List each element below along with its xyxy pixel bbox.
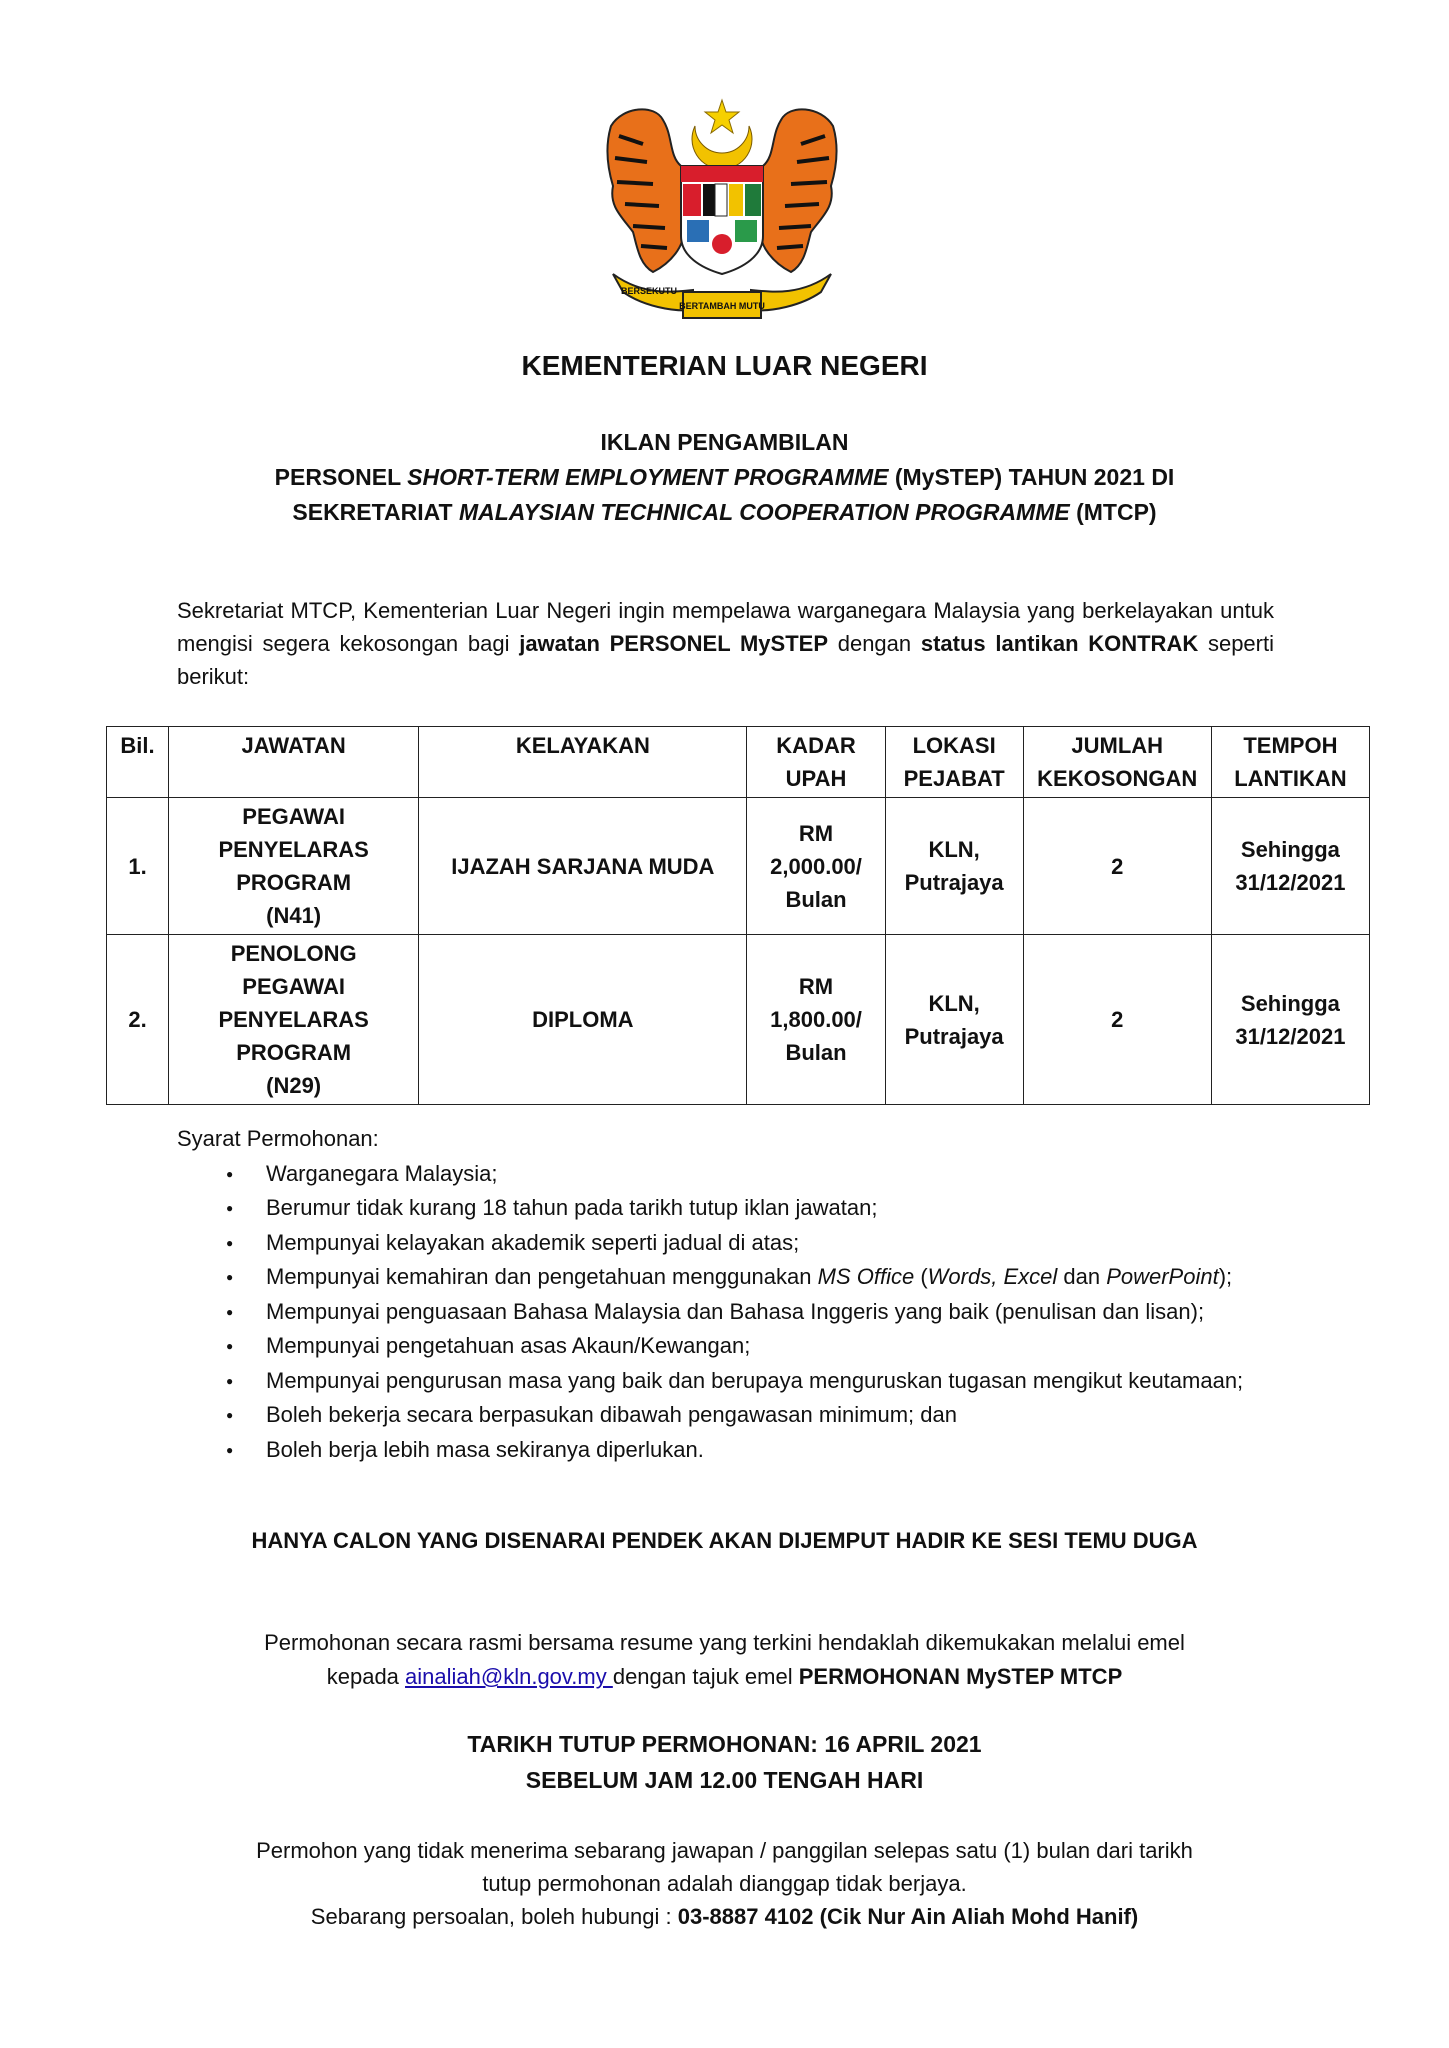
- col-header-lokasi: LOKASI PEJABAT: [885, 727, 1023, 798]
- col-header-bil: Bil.: [107, 727, 169, 798]
- ad-title: IKLAN PENGAMBILAN: [600, 429, 849, 455]
- ad-subtitle-line2: PERSONEL SHORT-TERM EMPLOYMENT PROGRAMME (MySTEP) TAHUN 2021 DI: [274, 464, 1175, 490]
- application-instructions: Permohonan secara rasmi bersama resume yang terkini hendaklah dikemukakan melalui emel kepada ainaliah@kln.gov.my dengan tajuk emel PERMOHONAN MySTEP MTCP: [264, 1630, 1185, 1689]
- cell-jumlah: 2: [1023, 798, 1211, 935]
- email-link[interactable]: ainaliah@kln.gov.my: [405, 1664, 613, 1689]
- table-header-row: [107, 727, 1370, 798]
- cell-kelayakan: DIPLOMA: [419, 935, 747, 1105]
- cell-lokasi: KLN, Putrajaya: [885, 798, 1023, 935]
- cell-tempoh: Sehingga 31/12/2021: [1211, 798, 1369, 935]
- cell-tempoh: Sehingga 31/12/2021: [1211, 935, 1369, 1105]
- shortlist-notice: HANYA CALON YANG DISENARAI PENDEK AKAN DIJEMPUT HADIR KE SESI TEMU DUGA: [251, 1528, 1198, 1553]
- list-item: ● Mempunyai kelayakan akademik seperti jadual di atas;: [266, 1226, 1377, 1261]
- col-header-jumlah: JUMLAH KEKOSONGAN: [1023, 727, 1211, 798]
- footer-note: Permohon yang tidak menerima sebarang jawapan / panggilan selepas satu (1) bulan dari tarikh tutup permohonan adalah dianggap tidak berjaya. Sebarang persoalan, boleh hubungi : 03-8887 4102 (Cik Nur Ain Aliah Mohd Hanif): [256, 1838, 1193, 1929]
- ad-heading: [0, 425, 1449, 530]
- ministry-title: KEMENTERIAN LUAR NEGERI: [521, 350, 928, 381]
- cell-bil: 2.: [107, 935, 169, 1105]
- closing-date: TARIKH TUTUP PERMOHONAN: 16 APRIL 2021 SEBELUM JAM 12.00 TENGAH HARI: [467, 1731, 982, 1793]
- col-header-tempoh: TEMPOH LANTIKAN: [1211, 727, 1369, 798]
- col-header-jawatan: JAWATAN: [169, 727, 419, 798]
- requirements-list: [177, 1157, 1377, 1468]
- list-item: ● Berumur tidak kurang 18 tahun pada tarikh tutup iklan jawatan;: [266, 1191, 1377, 1226]
- email-subject: PERMOHONAN MySTEP MTCP: [798, 1664, 1123, 1689]
- vacancy-table: [106, 726, 1370, 1105]
- col-header-kadar-upah: KADAR UPAH: [747, 727, 885, 798]
- list-item: ● Boleh berja lebih masa sekiranya diperlukan.: [266, 1433, 1377, 1468]
- cell-jumlah: 2: [1023, 935, 1211, 1105]
- ad-subtitle-line3: SEKRETARIAT MALAYSIAN TECHNICAL COOPERATION PROGRAMME (MTCP): [292, 499, 1157, 525]
- intro-paragraph: Sekretariat MTCP, Kementerian Luar Negeri ingin mempelawa warganegara Malaysia yang berkelayakan untuk mengisi segera kekosongan bagi jawatan PERSONEL MySTEP dengan status lantikan KONTRAK seperti berikut:: [177, 598, 1274, 689]
- table-row: [107, 798, 1370, 935]
- list-item: ● Mempunyai kemahiran dan pengetahuan menggunakan MS Office (Words, Excel dan PowerPoint);: [266, 1260, 1377, 1295]
- requirements-heading: Syarat Permohonan:: [177, 1126, 379, 1151]
- list-item: ● Mempunyai pengetahuan asas Akaun/Kewangan;: [266, 1329, 1377, 1364]
- crest-motto-left: BERSEKUTU: [620, 286, 678, 296]
- cell-bil: 1.: [107, 798, 169, 935]
- requirements-section: [177, 1122, 1377, 1467]
- cell-lokasi: KLN, Putrajaya: [885, 935, 1023, 1105]
- list-item: ● Boleh bekerja secara berpasukan dibawah pengawasan minimum; dan: [266, 1398, 1377, 1433]
- cell-kadar-upah: RM 1,800.00/ Bulan: [747, 935, 885, 1105]
- contact-info: 03-8887 4102 (Cik Nur Ain Aliah Mohd Hanif): [677, 1904, 1139, 1929]
- list-item: ● Warganegara Malaysia;: [266, 1157, 1377, 1192]
- list-item: ● Mempunyai pengurusan masa yang baik dan berupaya menguruskan tugasan mengikut keutamaan;: [266, 1364, 1377, 1399]
- col-header-kelayakan: KELAYAKAN: [419, 727, 747, 798]
- cell-jawatan: PENOLONG PEGAWAI PENYELARAS PROGRAM (N29): [169, 935, 419, 1105]
- list-item: ● Mempunyai penguasaan Bahasa Malaysia dan Bahasa Inggeris yang baik (penulisan dan lisan);: [266, 1295, 1377, 1330]
- malaysia-coat-of-arms-logo: [603, 96, 841, 328]
- cell-kadar-upah: RM 2,000.00/ Bulan: [747, 798, 885, 935]
- cell-kelayakan: IJAZAH SARJANA MUDA: [419, 798, 747, 935]
- cell-jawatan: PEGAWAI PENYELARAS PROGRAM (N41): [169, 798, 419, 935]
- crest-motto-bottom: BERTAMBAH MUTU: [679, 301, 765, 311]
- table-row: [107, 935, 1370, 1105]
